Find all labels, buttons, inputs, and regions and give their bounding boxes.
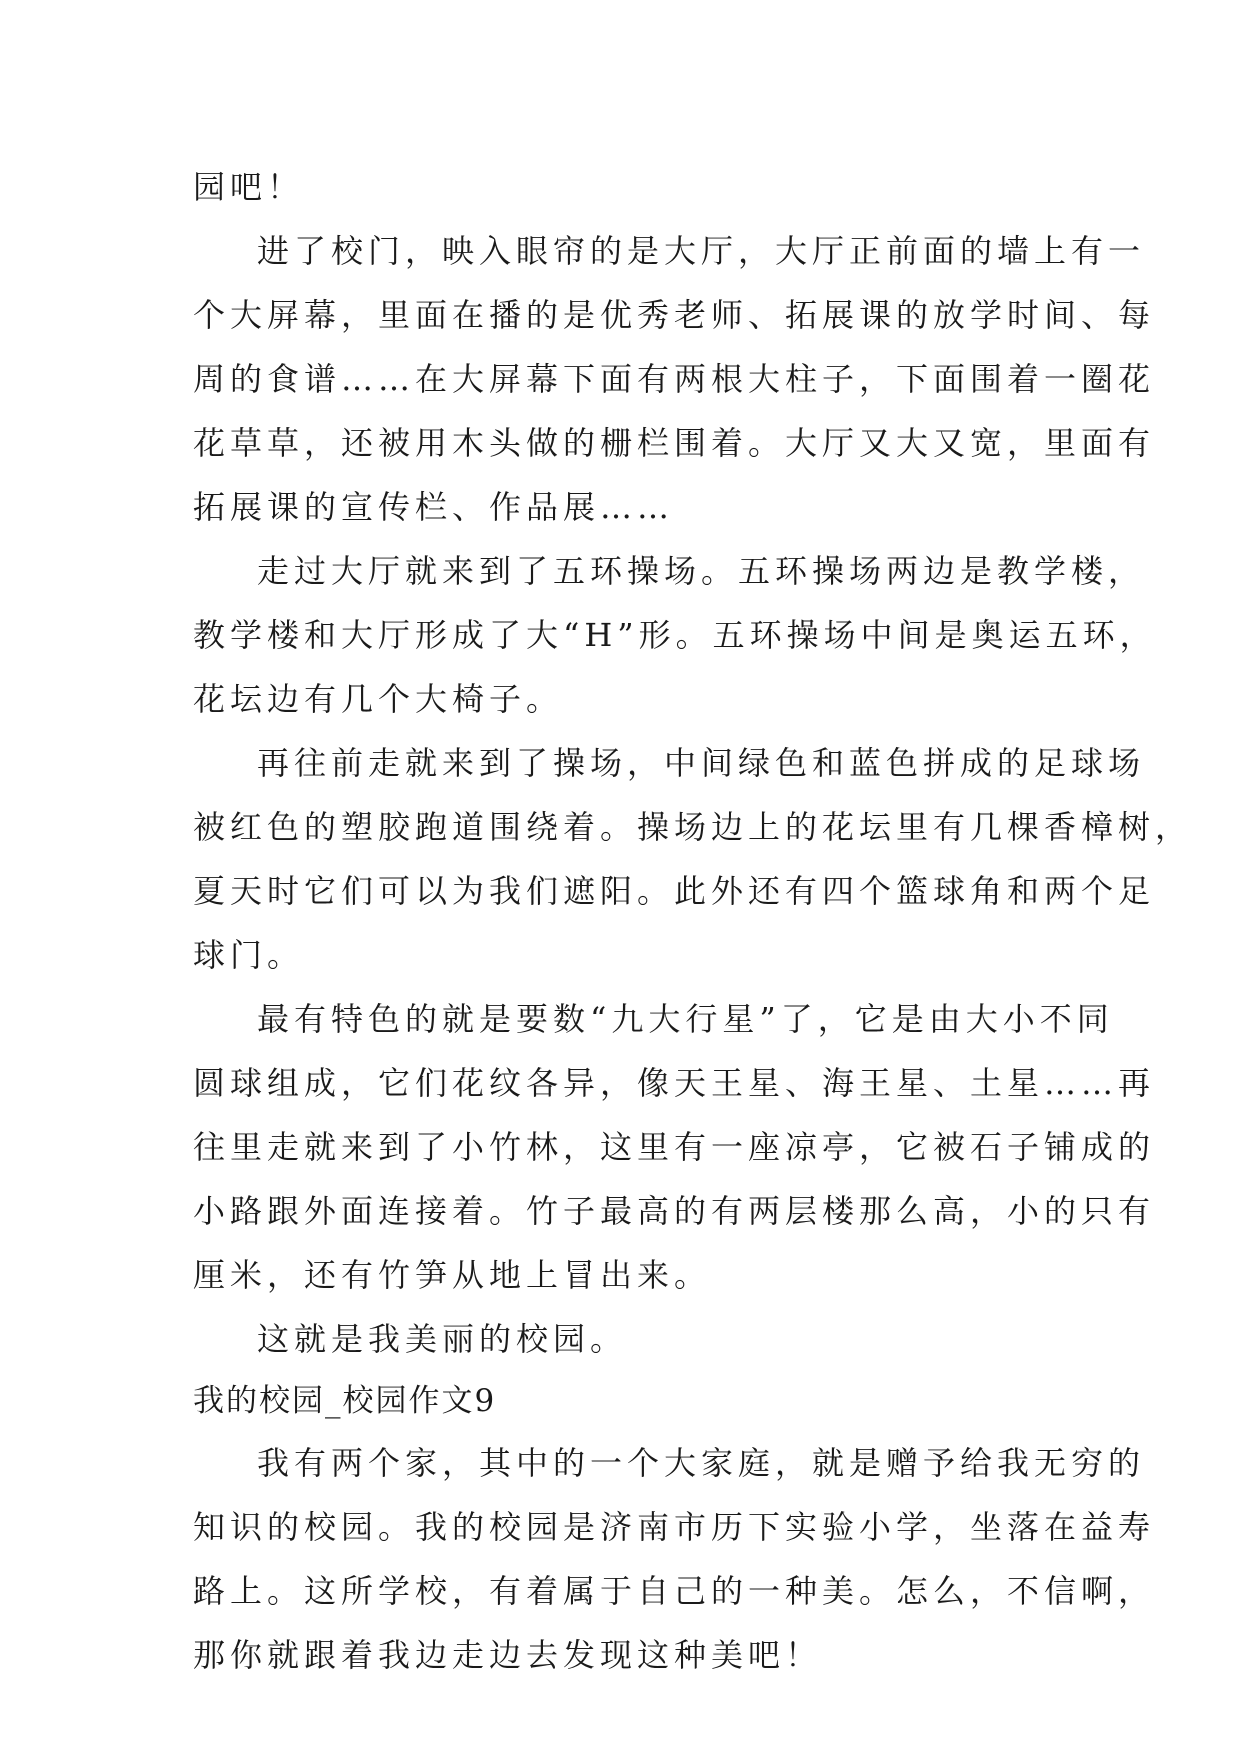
text-line: 花坛边有几个大椅子。 [193,680,564,718]
paragraph-start-line: 最有特色的就是要数“九大行星”了，它是由大小不同 [257,1000,1114,1038]
section-heading: 我的校园_校园作文9 [193,1383,497,1419]
text-line: 小路跟外面连接着。竹子最高的有两层楼那么高，小的只有 [193,1192,1156,1230]
text-line: 周的食谱……在大屏幕下面有两根大柱子，下面围着一圈花 [193,360,1156,398]
paragraph-start-line: 我有两个家，其中的一个大家庭，就是赠予给我无穷的 [257,1444,1146,1482]
text-line: 被红色的塑胶跑道围绕着。操场边上的花坛里有几棵香樟树， [193,808,1193,846]
text-line: 园吧！ [193,168,305,206]
text-line: 知识的校园。我的校园是济南市历下实验小学，坐落在益寿 [193,1508,1156,1546]
paragraph-start-line: 再往前走就来到了操场，中间绿色和蓝色拼成的足球场 [257,744,1146,782]
paragraph-start-line: 进了校门，映入眼帘的是大厅，大厅正前面的墙上有一 [257,232,1146,270]
text-line: 个大屏幕，里面在播的是优秀老师、拓展课的放学时间、每 [193,296,1156,334]
text-line: 花草草，还被用木头做的栅栏围着。大厅又大又宽，里面有 [193,424,1156,462]
text-line: 往里走就来到了小竹林，这里有一座凉亭，它被石子铺成的 [193,1128,1156,1166]
text-line: 路上。这所学校，有着属于自己的一种美。怎么，不信啊， [193,1572,1156,1610]
text-line: 夏天时它们可以为我们遮阳。此外还有四个篮球角和两个足 [193,872,1156,910]
text-line: 拓展课的宣传栏、作品展…… [193,488,675,526]
text-line: 厘米，还有竹笋从地上冒出来。 [193,1256,712,1294]
text-line: 圆球组成，它们花纹各异，像天王星、海王星、土星……再 [193,1064,1156,1102]
paragraph-start-line: 这就是我美丽的校园。 [257,1320,628,1358]
document-page [193,155,1193,1687]
text-line: 那你就跟着我边走边去发现这种美吧！ [193,1636,823,1674]
text-line: 球门。 [193,936,305,974]
paragraph-start-line: 走过大厅就来到了五环操场。五环操场两边是教学楼， [257,552,1146,590]
text-line: 教学楼和大厅形成了大“H”形。五环操场中间是奥运五环， [193,616,1157,654]
